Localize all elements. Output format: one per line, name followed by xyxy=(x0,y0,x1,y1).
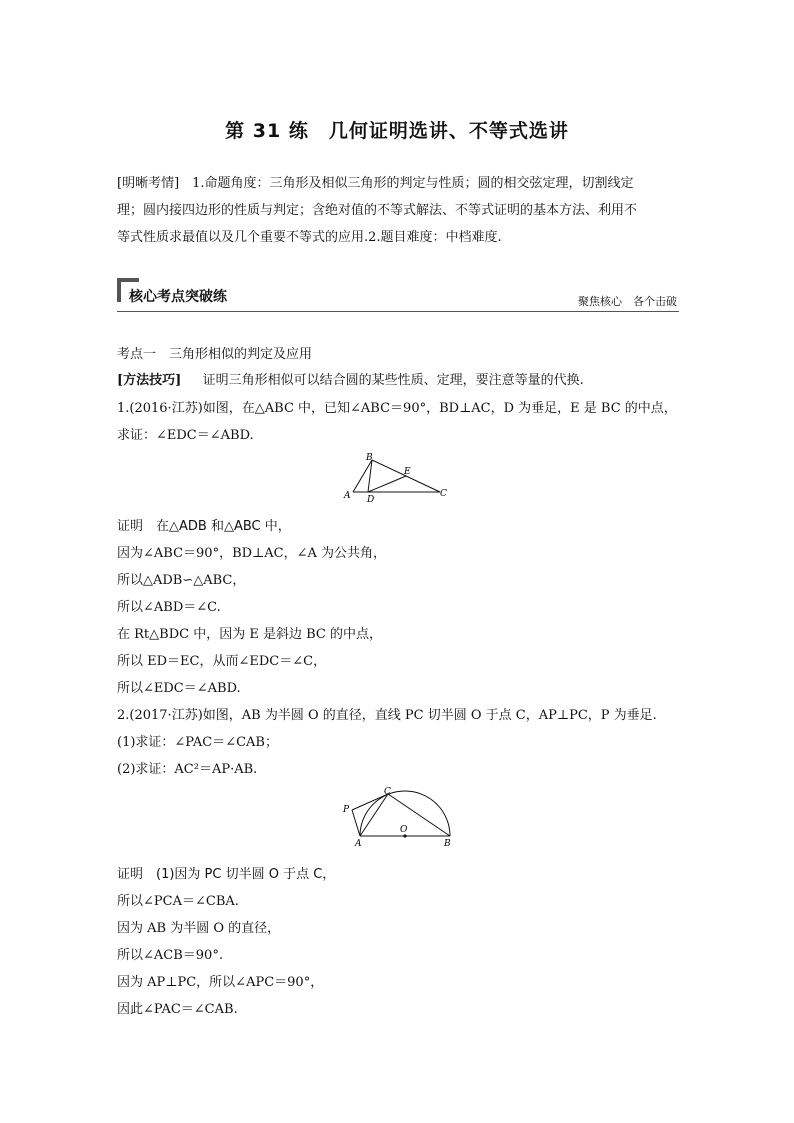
intro-line: [明晰考情] 1.命题角度：三角形及相似三角形的判定与性质；圆的相交弦定理，切割线定 xyxy=(117,176,634,191)
method-tip xyxy=(117,369,687,388)
label-C: C xyxy=(384,787,391,797)
section-subtitle: 聚焦核心 各个击破 xyxy=(578,295,677,308)
label-D: D xyxy=(367,495,375,505)
problem1-statement: 1.(2016·江苏)如图，在△ABC 中，已知∠ABC＝90°，BD⊥AC，D 为垂足，E 是 BC 的中点， xyxy=(117,401,677,416)
intro-line: 理；圆内接四边形的性质与判定；含绝对值的不等式解法、不等式证明的基本方法、利用不 xyxy=(117,203,638,218)
problem2-proof-line: 因为 AB 为半圆 O 的直径， xyxy=(117,921,281,936)
problem1-proof-line: 所以∠ABD＝∠C. xyxy=(117,600,221,615)
problem2-proof-line: 所以∠PCA＝∠CBA. xyxy=(117,894,239,909)
section-label: 核心考点突破练 xyxy=(129,289,227,305)
label-B: B xyxy=(444,839,451,849)
problem1-proof-line: 所以△ADB∽△ABC， xyxy=(117,573,246,588)
problem2-statement: 2.(2017·江苏)如图，AB 为半圆 O 的直径，直线 PC 切半圆 O 于点 C，AP⊥PC，P 为垂足. xyxy=(117,708,657,723)
label-C: C xyxy=(440,489,447,499)
intro-line: 等式性质求最值以及几个重要不等式的应用.2.题目难度：中档难度. xyxy=(117,230,502,245)
problem1-proof-line: 在 Rt△BDC 中，因为 E 是斜边 BC 的中点， xyxy=(117,627,382,642)
method-tag: [方法技巧] xyxy=(117,373,182,388)
section-corner-mark-top xyxy=(117,278,139,282)
page-title: 第 31 练 几何证明选讲、不等式选讲 xyxy=(225,120,569,142)
intro-paragraph xyxy=(117,170,679,251)
problem2-proof-line: 证明 (1)因为 PC 切半圆 O 于点 C， xyxy=(117,867,336,882)
method-text: 证明三角形相似可以结合圆的某些性质、定理，要注意等量的代换. xyxy=(202,373,584,388)
problem1-proof-line: 所以 ED＝EC，从而∠EDC＝∠C， xyxy=(117,654,327,669)
problem2-proof-line: 因为 AP⊥PC，所以∠APC＝90°， xyxy=(117,975,324,990)
section-divider xyxy=(117,311,679,312)
semicircle-figure xyxy=(338,784,458,850)
triangle-figure xyxy=(338,450,454,508)
problem2-part1: (1)求证：∠PAC＝∠CAB； xyxy=(117,735,278,750)
problem2-proof-line: 所以∠ACB＝90°. xyxy=(117,948,223,963)
problem2-part2: (2)求证：AC²＝AP·AB. xyxy=(117,762,258,777)
label-B: B xyxy=(366,453,373,463)
label-A: A xyxy=(355,839,362,849)
problem1-proof-line: 所以∠EDC＝∠ABD. xyxy=(117,681,241,696)
problem1-statement-cont: 求证：∠EDC＝∠ABD. xyxy=(117,428,254,443)
section-header xyxy=(117,278,679,312)
label-O: O xyxy=(400,825,408,835)
topic-heading: 考点一 三角形相似的判定及应用 xyxy=(117,347,313,362)
problem1-proof-line: 因为∠ABC＝90°，BD⊥AC，∠A 为公共角， xyxy=(117,546,387,561)
problem2-proof-line: 因此∠PAC＝∠CAB. xyxy=(117,1002,238,1017)
label-E: E xyxy=(404,467,411,477)
label-A: A xyxy=(344,491,351,501)
label-P: P xyxy=(343,805,350,815)
problem1-proof-line: 证明 在△ADB 和△ABC 中， xyxy=(117,519,291,534)
